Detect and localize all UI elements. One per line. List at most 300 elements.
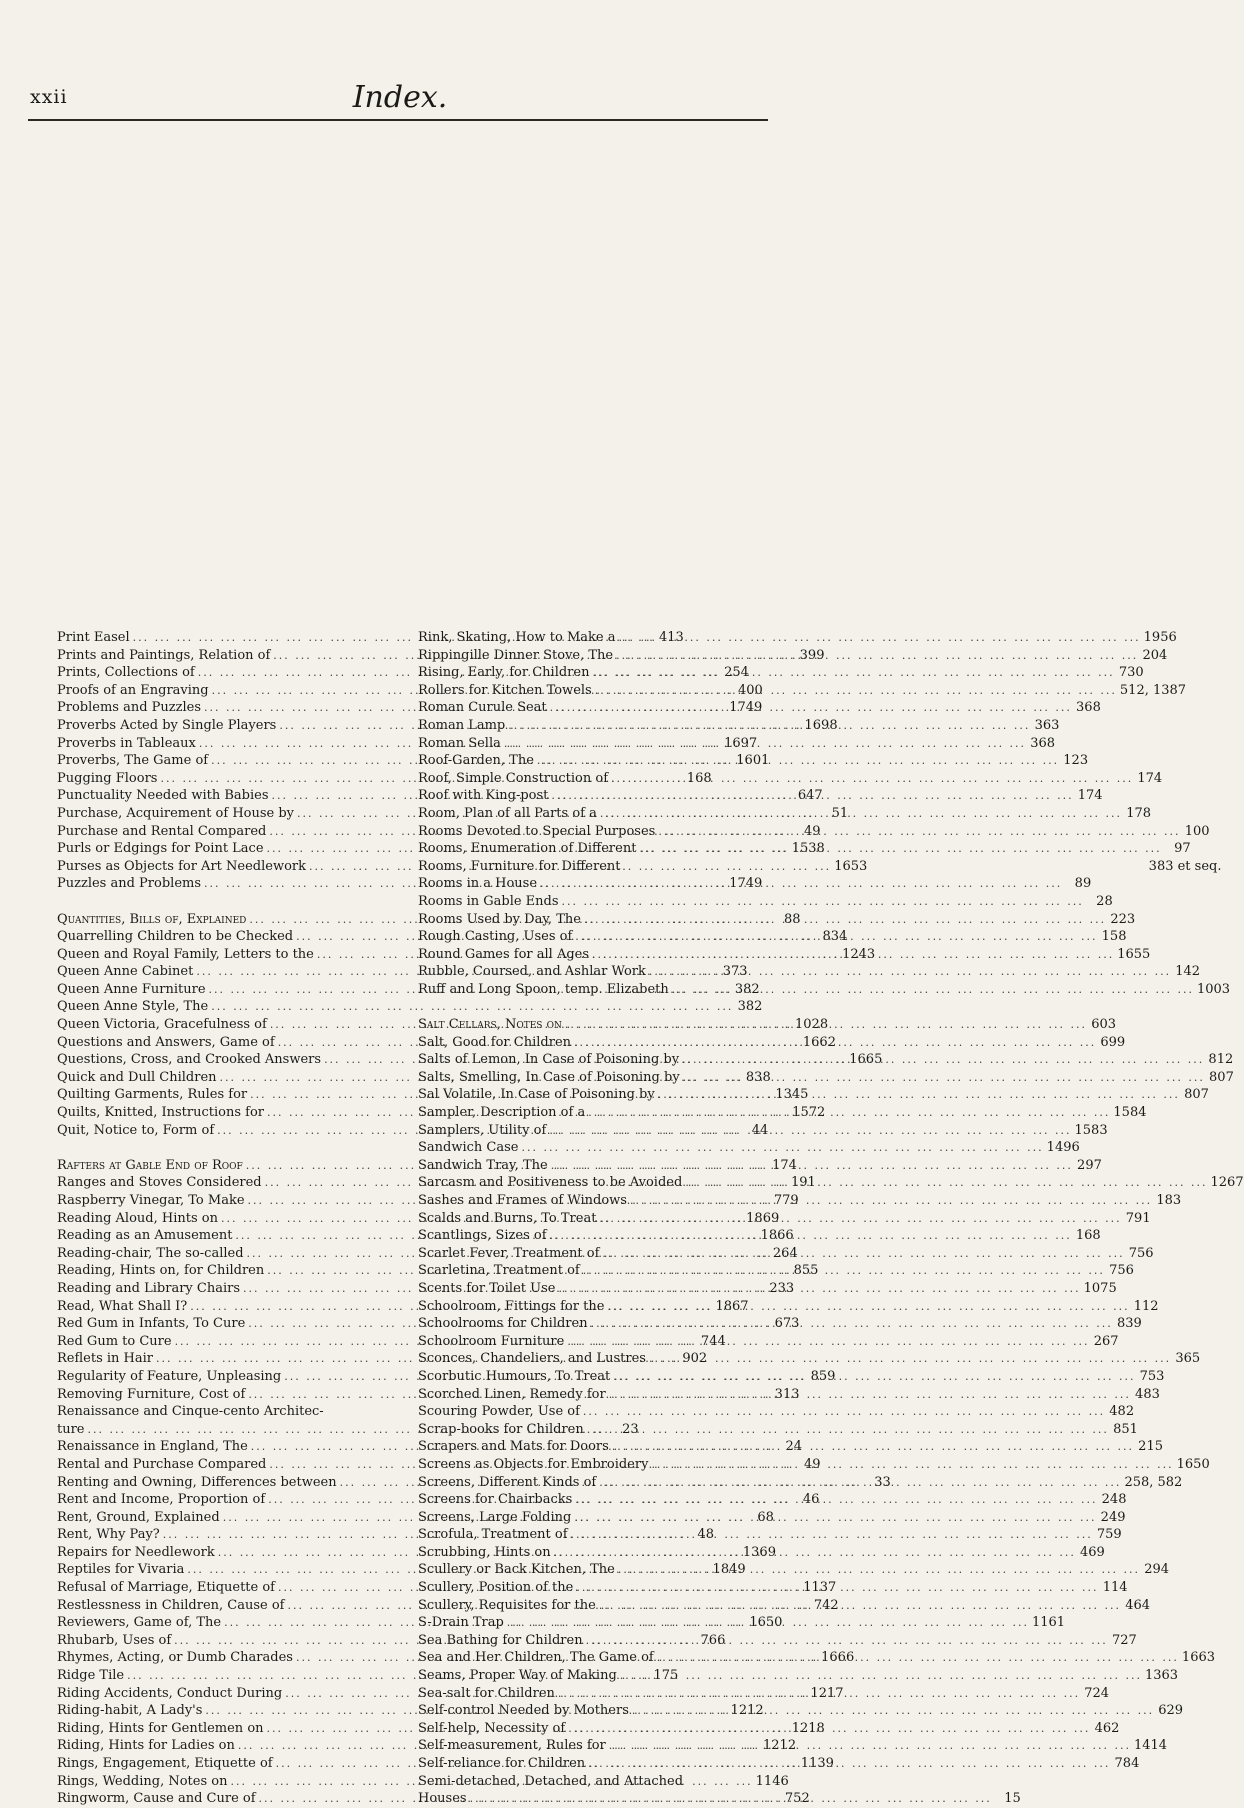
- entry-page: 49: [803, 823, 821, 839]
- entry-title: Proverbs Acted by Single Players: [57, 717, 277, 733]
- entry-page: 1849: [712, 1562, 746, 1578]
- entry-title: Removing Furniture, Cost of: [57, 1386, 246, 1402]
- index-entry: [418, 963, 1201, 981]
- dot-leader: [612, 1438, 1134, 1456]
- dot-leader: [651, 1456, 1173, 1474]
- entry-title: Prints, Collections of: [57, 665, 195, 681]
- entry-page: 759: [1096, 1527, 1122, 1543]
- dot-leader: [587, 1421, 1109, 1439]
- entry-page: 1363: [1144, 1668, 1179, 1684]
- entry-title: Queen Anne Furniture: [57, 981, 206, 997]
- entry-title: Prints and Paintings, Relation of: [57, 647, 271, 663]
- dot-leader: [588, 1755, 1110, 1773]
- entry-title: Seams, Proper Way of Making: [418, 1668, 617, 1684]
- entry-title: Read, What Shall I?: [57, 1298, 188, 1314]
- entry-title: Rink, Skating, How to Make a: [418, 630, 616, 645]
- entry-page: 1662: [802, 1034, 836, 1050]
- entry-title: Reading as an Amusement: [57, 1228, 233, 1244]
- dot-leader: [630, 1192, 1152, 1210]
- dot-leader: [658, 1086, 1180, 1104]
- entry-title: Rhymes, Acting, or Dumb Charades: [57, 1650, 293, 1666]
- entry-page: 264: [772, 1245, 798, 1261]
- entry-page: 727: [1111, 1632, 1137, 1648]
- entry-page: 1583: [1074, 1122, 1108, 1138]
- page-title: Index.: [352, 80, 448, 115]
- entry-page: 294: [1144, 1562, 1170, 1578]
- entry-title: Rooms Devoted to Special Purposes: [418, 823, 656, 839]
- dot-leader: [616, 647, 1138, 665]
- entry-page: 258, 582: [1124, 1474, 1183, 1490]
- entry-title: Proverbs, The Game of: [57, 753, 209, 769]
- entry-title: Proverbs in Tableaux: [57, 735, 196, 751]
- entry-page: 753: [1139, 1368, 1165, 1384]
- entry-title: Roof with King-post: [418, 788, 549, 804]
- dot-leader: [540, 875, 1062, 893]
- dot-leader: [568, 1720, 1090, 1738]
- entry-page: 744: [700, 1333, 726, 1349]
- entry-title: Queen and Royal Family, Letters to the: [57, 946, 314, 962]
- dot-leader: [551, 787, 1073, 805]
- entry-title: Salt, Good for Children: [418, 1034, 572, 1050]
- entry-page: 482: [1109, 1404, 1135, 1420]
- entry-page: 779: [773, 1193, 799, 1208]
- entry-page: 233: [769, 1280, 795, 1296]
- entry-title: Sea Bathing for Children: [418, 1632, 583, 1648]
- entry-page: 413: [658, 630, 684, 645]
- entry-page: 97: [1174, 841, 1191, 857]
- entry-title: Rooms Used by Day, The: [418, 911, 581, 927]
- entry-title: Riding Accidents, Conduct During: [57, 1685, 283, 1701]
- dot-leader: [649, 1350, 1171, 1368]
- dot-leader: [683, 1069, 1205, 1087]
- dot-leader: [609, 1737, 1131, 1755]
- dot-leader: [600, 805, 1122, 823]
- entry-page: 730: [1118, 665, 1144, 681]
- entry-page: 1267: [1210, 1175, 1244, 1191]
- entry-page: 1028: [795, 1017, 829, 1033]
- entry-page: 1650: [749, 1615, 783, 1631]
- entry-page: 1212: [730, 1703, 764, 1719]
- page-number: xxii: [30, 86, 68, 108]
- entry-page: 254: [724, 665, 749, 681]
- entry-title: Refusal of Marriage, Etiquette of: [57, 1580, 275, 1596]
- index-entry: [418, 629, 1177, 647]
- entry-title: Ruff and Long Spoon, temp. Elizabeth: [418, 981, 669, 997]
- dot-leader: [618, 1561, 1140, 1579]
- entry-page: 191: [790, 1175, 816, 1191]
- dot-leader: [658, 823, 1180, 841]
- entry-page: 859: [810, 1368, 836, 1384]
- dot-leader: [599, 1474, 1121, 1492]
- entry-title: Semi-detached, Detached, and Attached: [418, 1773, 684, 1789]
- entry-page: 834: [822, 929, 848, 945]
- entry-title: Quick and Dull Children: [57, 1069, 217, 1085]
- dot-leader: [588, 1104, 1110, 1122]
- entry-page: 158: [1101, 929, 1127, 945]
- entry-title: Quantities, Bills of, Explained: [57, 911, 247, 927]
- index-entry: [418, 1403, 1135, 1421]
- dot-leader: [551, 1157, 1073, 1175]
- entry-page: 647: [797, 788, 823, 804]
- entry-page: 838: [745, 1069, 771, 1085]
- entry-page: 512, 1387: [1119, 682, 1187, 698]
- entry-page: 1584: [1113, 1105, 1147, 1121]
- entry-title: Rent and Income, Proportion of: [57, 1492, 266, 1508]
- entry-title: Screens as Objects for Embroidery: [418, 1456, 649, 1472]
- index-entry: [418, 1298, 1159, 1316]
- index-entry: [418, 752, 1089, 770]
- entry-title: Scrofula, Treatment of: [418, 1527, 568, 1543]
- entry-title: Purchase and Rental Compared: [57, 823, 267, 839]
- entry-title: Sandwich Tray, The: [418, 1157, 548, 1173]
- entry-page: 756: [1109, 1263, 1134, 1279]
- entry-page: 168: [686, 770, 712, 786]
- entry-title: Rough Casting, Uses of: [418, 929, 573, 945]
- entry-page: 1217: [810, 1685, 844, 1701]
- entry-title: Red Gum to Cure: [57, 1333, 172, 1349]
- entry-title: Reptiles for Vivaria: [57, 1562, 185, 1578]
- index-entry: [57, 1403, 397, 1421]
- entry-page: 89: [1074, 876, 1092, 892]
- entry-title: Roman Sella: [418, 735, 501, 751]
- entry-title: Quilting Garments, Rules for: [57, 1087, 248, 1103]
- section-gap: [57, 893, 397, 911]
- entry-page: 365: [1175, 1351, 1201, 1367]
- entry-page: 15: [1004, 1791, 1021, 1807]
- dot-leader: [567, 1333, 1089, 1351]
- entry-title: Rising, Early, for Children: [418, 665, 590, 681]
- entry-page: 88: [784, 911, 801, 927]
- entry-page: 1869: [746, 1210, 780, 1226]
- index-entry: [418, 770, 1163, 788]
- dot-leader: [508, 717, 1030, 735]
- entry-page: 1650: [1176, 1456, 1210, 1472]
- entry-page: 851: [1113, 1421, 1138, 1437]
- dot-leader: [632, 1702, 1154, 1720]
- entry-page: 382: [734, 981, 760, 997]
- entry-title: Problems and Puzzles: [57, 700, 202, 716]
- entry-page: 1866: [760, 1228, 794, 1244]
- entry-title: Scrap-books for Children: [418, 1421, 584, 1437]
- entry-title: Rubble, Coursed, and Ashlar Work: [418, 964, 646, 980]
- entry-title: Scorched Linen, Remedy for: [418, 1386, 606, 1402]
- dot-leader: [584, 911, 1106, 929]
- entry-page: 382: [737, 999, 763, 1015]
- entry-title: Print Easel: [57, 630, 130, 645]
- dot-leader: [562, 893, 1084, 911]
- page-header: [0, 0, 800, 120]
- dot-leader: [550, 1227, 1072, 1245]
- entry-title: Rings, Engagement, Etiquette of: [57, 1756, 273, 1771]
- entry-page: 1161: [1031, 1615, 1066, 1631]
- entry-page: 1003: [1196, 981, 1231, 997]
- entry-page: 400: [737, 682, 763, 698]
- header-rule: [28, 119, 768, 121]
- entry-page: 1212: [763, 1738, 797, 1754]
- entry-page: 368: [1030, 735, 1056, 751]
- entry-page: 112: [1133, 1298, 1159, 1314]
- entry-title: Ringworm, Cause and Cure of: [57, 1791, 256, 1807]
- dot-leader: [504, 735, 1026, 753]
- dot-leader: [592, 946, 1114, 964]
- entry-title: Queen Anne Style, The: [57, 999, 209, 1015]
- entry-title: Rollers for Kitchen Towels: [418, 682, 592, 698]
- dot-leader: [575, 928, 1097, 946]
- entry-title: Scouring Powder, Use of: [418, 1404, 580, 1420]
- entry-page: 1369: [742, 1544, 776, 1560]
- entry-title: Rafters at Gable End of Roof: [57, 1157, 243, 1173]
- entry-title: Schoolroom Furniture: [418, 1333, 565, 1349]
- dot-leader: [613, 1368, 1135, 1386]
- entry-title: Sampler, Description of a: [418, 1105, 586, 1121]
- index-entry: [418, 981, 1231, 999]
- entry-page: 724: [1084, 1685, 1110, 1701]
- dot-leader: [549, 1122, 1071, 1140]
- entry-title: Purses as Objects for Art Needlework: [57, 858, 306, 874]
- entry-page: 699: [1100, 1034, 1126, 1050]
- entry-page: 812: [1208, 1052, 1234, 1068]
- entry-title: Screens, Different Kinds of: [418, 1474, 597, 1490]
- index-entry: [418, 1561, 1170, 1579]
- entry-title: Reading and Library Chairs: [57, 1280, 240, 1296]
- entry-title: Sarcasm and Positiveness to be Avoided: [418, 1175, 683, 1191]
- entry-title: Roman Curule Seat: [418, 700, 547, 716]
- entry-page: 142: [1175, 964, 1201, 980]
- entry-page: 1218: [791, 1720, 825, 1736]
- entry-title: Scullery, Position of the: [418, 1580, 574, 1596]
- entry-title: Screens for Chairbacks: [418, 1492, 573, 1508]
- entry-title: Reviewers, Game of, The: [57, 1615, 222, 1631]
- entry-page: 1075: [1083, 1280, 1117, 1296]
- entry-page: 313: [774, 1386, 800, 1402]
- entry-page: 215: [1138, 1439, 1163, 1455]
- dot-leader: [565, 1016, 1087, 1034]
- entry-page: 123: [1063, 753, 1089, 769]
- entry-title: Reflets in Hair: [57, 1351, 153, 1367]
- dot-leader: [550, 699, 1072, 717]
- entry-page: 1601: [736, 753, 770, 769]
- entry-page: 174: [1077, 788, 1103, 804]
- entry-page: 248: [1101, 1492, 1127, 1508]
- entry-title: Ranges and Stoves Considered: [57, 1175, 262, 1191]
- entry-title: Rooms, Enumeration of Different: [418, 841, 637, 857]
- entry-page: 174: [1137, 770, 1163, 786]
- dot-leader: [558, 1685, 1080, 1703]
- dot-leader: [682, 1051, 1204, 1069]
- entry-title: Riding-habit, A Lady's: [57, 1703, 203, 1719]
- entry-page: 368: [1076, 700, 1101, 716]
- entry-page: 33: [874, 1474, 891, 1490]
- index-entry: [418, 1350, 1201, 1368]
- entry-title: Salt Cellars, Notes on: [418, 1017, 562, 1033]
- index-entry: [418, 664, 1144, 682]
- entry-title: Scantlings, Sizes of: [418, 1228, 547, 1244]
- entry-title: ture: [57, 1421, 85, 1437]
- entry-title: Rent, Why Pay?: [57, 1527, 160, 1543]
- dot-leader: [591, 1315, 1113, 1333]
- dot-leader: [574, 1034, 1096, 1052]
- index-entry: [418, 1773, 758, 1791]
- entry-page: 1749: [729, 700, 763, 716]
- dot-leader: [609, 1386, 1131, 1404]
- entry-page: 46: [802, 1492, 820, 1508]
- entry-page: 49: [803, 1456, 821, 1472]
- entry-title: Queen Anne Cabinet: [57, 964, 194, 980]
- dot-leader: [602, 1245, 1124, 1263]
- entry-page: 673: [774, 1316, 800, 1332]
- entry-page: 1146: [755, 1773, 789, 1789]
- entry-page: 469: [1080, 1544, 1105, 1560]
- index-entry: [418, 1421, 1138, 1439]
- entry-page: 1655: [1117, 946, 1151, 962]
- index-entry: [418, 735, 1056, 753]
- entry-title: Round Games for all Ages: [418, 946, 590, 962]
- entry-title: Queen Victoria, Gracefulness of: [57, 1017, 267, 1033]
- dot-leader: [558, 1280, 1080, 1298]
- dot-leader: [586, 1632, 1108, 1650]
- entry-page: 175: [653, 1668, 679, 1684]
- entry-title: Quit, Notice to, Form of: [57, 1122, 215, 1138]
- entry-title: Rooms in a House: [418, 876, 538, 892]
- entry-title: Sconces, Chandeliers, and Lustres: [418, 1351, 646, 1367]
- dot-leader: [576, 1579, 1098, 1597]
- entry-page: 1665: [849, 1052, 883, 1068]
- entry-page: 1653: [834, 858, 868, 874]
- entry-page: 1663: [1181, 1650, 1216, 1666]
- entry-title: Regularity of Feature, Unpleasing: [57, 1368, 282, 1384]
- entry-title: Self-measurement, Rules for: [418, 1738, 606, 1754]
- section-gap: [57, 1139, 397, 1157]
- entry-title: Reading Aloud, Hints on: [57, 1210, 218, 1226]
- entry-page: 902: [682, 1351, 708, 1367]
- entry-page: 791: [1125, 1210, 1151, 1226]
- entry-title: Quarrelling Children to be Checked: [57, 929, 294, 945]
- entry-page: 174: [772, 1157, 797, 1173]
- entry-page: 373: [722, 964, 748, 980]
- entry-title: Sal Volatile, In Case of Poisoning by: [418, 1087, 655, 1103]
- entry-title: Purchase, Acquirement of House by: [57, 805, 295, 821]
- entry-title: Sashes and Frames of Windows: [418, 1193, 627, 1208]
- entry-page: 807: [1209, 1069, 1234, 1085]
- entry-page: 603: [1091, 1017, 1117, 1033]
- index-entry: [418, 1139, 1080, 1157]
- entry-title: Houses: [418, 1791, 467, 1807]
- entry-page: 1414: [1133, 1738, 1168, 1754]
- entry-page: 1867: [715, 1298, 749, 1314]
- entry-title: Roof-Garden, The: [418, 753, 534, 769]
- index-entry: [418, 875, 1092, 893]
- entry-title: Repairs for Needlework: [57, 1544, 215, 1560]
- entry-page: 1572: [792, 1105, 826, 1121]
- entry-title: Reading-chair, The so-called: [57, 1245, 244, 1261]
- index-entry: [418, 699, 1101, 717]
- entry-title: Red Gum in Infants, To Cure: [57, 1316, 246, 1332]
- entry-title: Renaissance in England, The: [57, 1439, 248, 1455]
- dot-leader: [599, 1210, 1121, 1228]
- entry-page: 839: [1116, 1316, 1142, 1332]
- entry-title: Rooms in Gable Ends: [418, 893, 559, 909]
- entry-page: 48: [697, 1527, 714, 1543]
- dot-leader: [611, 770, 1133, 788]
- entry-page: 1243: [842, 946, 876, 962]
- entry-page: 742: [813, 1597, 839, 1613]
- entry-title: Rooms, Furniture for Different: [418, 858, 621, 874]
- entry-title: Scullery, Requisites for the: [418, 1597, 596, 1613]
- entry-title: Rent, Ground, Explained: [57, 1509, 220, 1525]
- dot-leader: [537, 752, 1059, 770]
- entry-page: 483: [1135, 1386, 1160, 1402]
- dot-leader: [607, 1298, 1129, 1316]
- entry-page: 784: [1114, 1756, 1140, 1771]
- entry-title: Salts, Smelling, In Case of Poisoning by: [418, 1069, 680, 1085]
- entry-page: 297: [1077, 1157, 1102, 1173]
- dot-leader: [470, 1790, 992, 1808]
- entry-page: 1749: [729, 876, 763, 892]
- entry-title: Scarlet Fever, Treatment of: [418, 1245, 600, 1261]
- entry-title: S-Drain Trap: [418, 1615, 504, 1631]
- entry-title: Rental and Purchase Compared: [57, 1456, 267, 1472]
- entry-title: Restlessness in Children, Cause of: [57, 1597, 285, 1613]
- entry-page: 1698: [804, 717, 838, 733]
- entry-title: Questions, Cross, and Crooked Answers: [57, 1052, 322, 1068]
- entry-page: 1139: [800, 1756, 834, 1771]
- entry-page: 183: [1156, 1193, 1182, 1208]
- dot-leader: [571, 1526, 1093, 1544]
- dot-leader: [554, 1544, 1076, 1562]
- entry-title: Puzzles and Problems: [57, 876, 202, 892]
- entry-title: Scents for Toilet Use: [418, 1280, 556, 1296]
- index-entry: [418, 1069, 1234, 1087]
- entry-page: 44: [751, 1122, 769, 1138]
- entry-page: 1538: [791, 841, 825, 857]
- entry-page: 1345: [775, 1087, 809, 1103]
- entry-title: Pugging Floors: [57, 770, 158, 786]
- dot-leader: [649, 963, 1171, 981]
- index-entry: [418, 682, 1187, 700]
- entry-page: 114: [1102, 1580, 1128, 1596]
- entry-page: 28: [1096, 893, 1113, 909]
- dot-leader: [672, 981, 1194, 999]
- entry-page: 629: [1158, 1703, 1184, 1719]
- entry-page: 756: [1128, 1245, 1154, 1261]
- index-entry: [418, 1333, 1119, 1351]
- entry-title: Scullery or Back Kitchen, The: [418, 1562, 615, 1578]
- entry-title: Schoolroom, Fittings for the: [418, 1298, 605, 1314]
- entry-title: Scrubbing, Hints on: [418, 1544, 551, 1560]
- entry-title: Screens, Large Folding: [418, 1509, 572, 1525]
- entry-page: 23: [622, 1421, 639, 1437]
- entry-title: Rippingille Dinner Stove, The: [418, 647, 614, 663]
- entry-page: 1956: [1143, 630, 1177, 645]
- entry-title: Purls or Edgings for Point Lace: [57, 841, 264, 857]
- entry-title: Self-control Needed by Mothers: [418, 1703, 629, 1719]
- dot-leader: [599, 1597, 1121, 1615]
- entry-title: Roof, Simple Construction of: [418, 770, 609, 786]
- index-entry: [418, 893, 1113, 911]
- dot-leader: [618, 629, 1140, 647]
- dot-leader: [583, 1403, 1105, 1421]
- entry-page: 51: [831, 805, 849, 821]
- entry-page: 1666: [821, 1650, 855, 1666]
- entry-title: Roman Lamp: [418, 717, 506, 733]
- entry-page: 807: [1184, 1087, 1209, 1103]
- entry-title: Scalds and Burns, To Treat: [418, 1210, 597, 1226]
- dot-leader: [685, 1174, 1207, 1192]
- index-entry: [418, 1632, 1137, 1650]
- entry-title: Room, Plan of all Parts of a: [418, 805, 597, 821]
- entry-title: Sea and Her Children, The Game of: [418, 1650, 654, 1666]
- entry-title: Renting and Owning, Differences between: [57, 1474, 337, 1490]
